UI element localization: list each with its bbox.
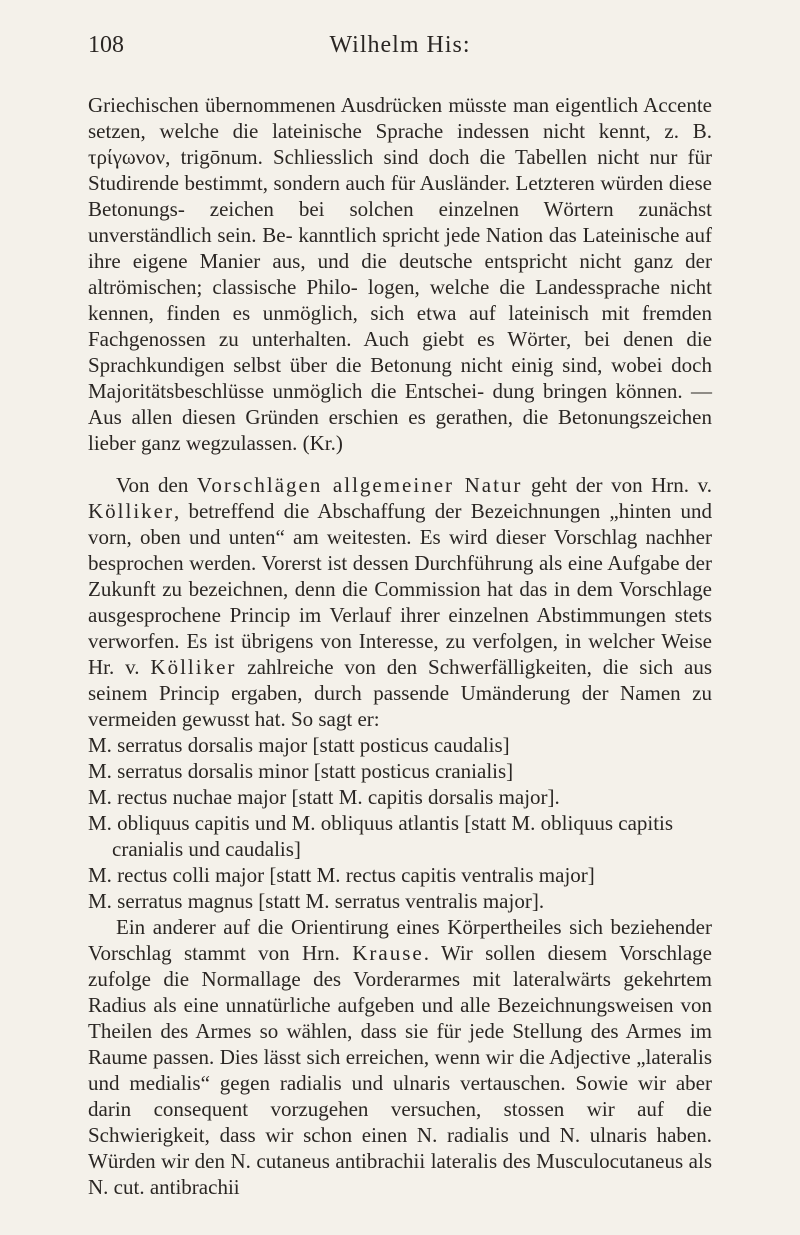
paragraph-accents: Griechischen übernommenen Ausdrücken müsste man eigentlich Accente setzen, welche die lateinische Sprache indessen nicht kennt, z. B. τρίγωνον, trigōnum. Schliesslich sind doch die Tabellen nicht nur für Studirende bestimmt, sondern auch für Ausländer. Letzteren würden diese Betonungs- zeichen bei solchen einzelnen Wörtern zunächst unverständlich sein. Be- kanntlich spricht jede Nation das Lateinische auf ihre eigene Manier aus, und die deutsche entspricht nicht ganz der altrömischen; classische Philo- logen, welche die Landessprache nicht kennen, finden es unmöglich, sich etwa auf lateinisch mit fremden Fachgenossen zu unterhalten. Auch giebt es Wörter, bei denen die Sprachkundigen selbst über die Betonung nicht einig sind, wobei doch Majoritätsbeschlüsse unmöglich die Entschei- dung bringen können. — Aus allen diesen Gründen erschien es gerathen, die Betonungszeichen lieber ganz wegzulassen. (Kr.) — [88, 93, 712, 455]
text-run: Von den — [116, 473, 197, 497]
paragraph-krause — [88, 914, 712, 1200]
text-run: zahlreiche von den Schwerfälligkeiten, die sich aus seinem Princip ergaben, durch passende Umänderung der Namen zu vermeiden gewusst hat. So sagt er: — [88, 655, 712, 731]
page-number: 108 — [88, 32, 124, 58]
muscle-list-item: M. obliquus capitis und M. obliquus atlantis [statt M. obliquus capitis cranialis und caudalis] — [88, 811, 674, 861]
muscle-list-item: M. rectus nuchae major [statt M. capitis dorsalis major]. — [88, 785, 560, 809]
author-name: Kölliker — [150, 655, 237, 679]
muscle-list-item: M. serratus dorsalis major [statt posticus caudalis] — [88, 733, 510, 757]
muscle-list — [88, 732, 712, 914]
page-body — [88, 92, 712, 1200]
muscle-list-item: M. serratus dorsalis minor [statt posticus cranialis] — [88, 759, 514, 783]
text-run: Ein anderer auf die Orientirung eines Körpertheiles sich beziehender Vorschlag stammt von Hrn. — [88, 915, 712, 965]
muscle-list-item: M. serratus magnus [statt M. serratus ventralis major]. — [88, 889, 545, 913]
author-name: Krause — [352, 941, 424, 965]
page-header — [88, 32, 712, 66]
paragraph-gap — [88, 456, 712, 472]
muscle-list-item: M. rectus colli major [statt M. rectus capitis ventralis major] — [88, 863, 595, 887]
text-run: , betreffend die Abschaffung der Bezeichnungen „hinten und vorn, oben und unten“ am weitesten. Es wird dieser Vorschlag nachher besprochen werden. Vorerst ist dessen Durchführung als eine Aufgabe der Zukunft zu bezeichnen, denn die Commission hat das in dem Vorschlage ausgesprochene Princip im Verlauf ihrer einzelnen Abstimmungen stets verworfen. Es ist übrigens von Interesse, zu verfolgen, in welcher Weise Hr. v. — [88, 499, 712, 679]
text-run: geht der von Hrn. v. — [522, 473, 713, 497]
text-run: . Wir sollen diesem Vorschlage zufolge die Normallage des Vorderarmes mit lateralwärts gekehrtem Radius als eine unnatürliche aufgeben und alle Bezeichnungsweisen von Theilen des Armes so wählen, dass sie für jede Stellung des Armes im Raume passen. Dies lässt sich erreichen, wenn wir die Adjective „lateralis und medialis“ gegen radialis und ulnaris vertauschen. Sowie wir aber darin consequent vorzugehen versuchen, stossen wir auf die Schwierigkeit, dass wir schon einen N. radialis und N. ulnaris haben. Würden wir den N. cutaneus antibrachii lateralis des Musculocutaneus als N. cut. antibrachii — [88, 941, 712, 1199]
running-head: Wilhelm His: — [329, 32, 471, 58]
author-name: Kölliker — [88, 499, 174, 523]
emphasized-text: Vorschlägen allgemeiner Natur — [196, 473, 523, 497]
paragraph-koelliker — [88, 472, 712, 732]
